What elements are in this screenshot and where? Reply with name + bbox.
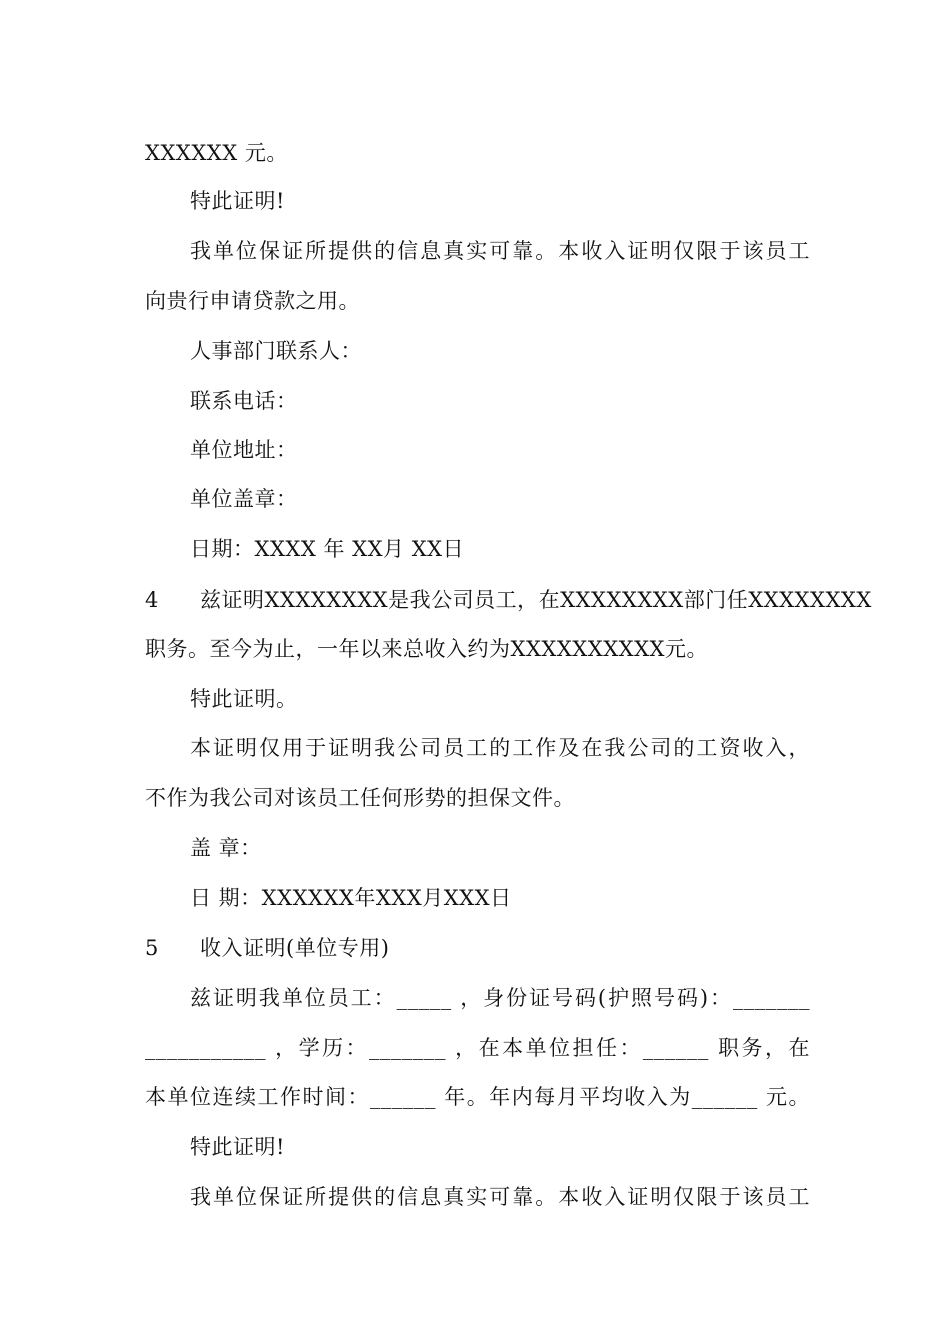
- text-line: 兹证明我单位员工：_____ ，身份证号码(护照号码)：_______: [190, 986, 810, 1010]
- text-line: 日 期：XXXXXX年XXX月XXX日: [190, 886, 512, 910]
- text-line: 特此证明。: [190, 687, 298, 711]
- text-line: 特此证明!: [190, 1135, 285, 1159]
- text-line: 联系电话：: [190, 389, 298, 413]
- text-line: 特此证明!: [190, 189, 285, 213]
- text-line: 职务。至今为止，一年以来总收入约为XXXXXXXXXX元。: [145, 637, 709, 661]
- text-line: 不作为我公司对该员工任何形势的担保文件。: [145, 786, 575, 810]
- text-line: 单位盖章：: [190, 487, 298, 511]
- text-line: 单位地址：: [190, 438, 298, 462]
- section-number-5: 5: [145, 936, 159, 960]
- text-line: ___________ ，学历：_______ ，在本单位担任：______ 职务，在: [145, 1036, 810, 1060]
- text-line: XXXXXX 元。: [145, 141, 288, 165]
- text-line: 我单位保证所提供的信息真实可靠。本收入证明仅限于该员工: [190, 239, 810, 263]
- text-line: 盖 章：: [190, 836, 262, 860]
- text-line: 日期：XXXX 年 XX月 XX日: [190, 537, 465, 561]
- section-title: 收入证明(单位专用): [200, 936, 390, 960]
- text-line: 本证明仅用于证明我公司员工的工作及在我公司的工资收入，: [190, 736, 810, 760]
- text-line: 向贵行申请贷款之用。: [145, 289, 360, 313]
- section-number-4: 4: [145, 588, 159, 612]
- text-line: 本单位连续工作时间：______ 年。年内每月平均收入为______ 元。: [145, 1085, 810, 1109]
- text-line: 兹证明XXXXXXXX是我公司员工，在XXXXXXXX部门任XXXXXXXX: [200, 588, 872, 612]
- text-line: 人事部门联系人：: [190, 339, 362, 363]
- text-line: 我单位保证所提供的信息真实可靠。本收入证明仅限于该员工: [190, 1185, 810, 1209]
